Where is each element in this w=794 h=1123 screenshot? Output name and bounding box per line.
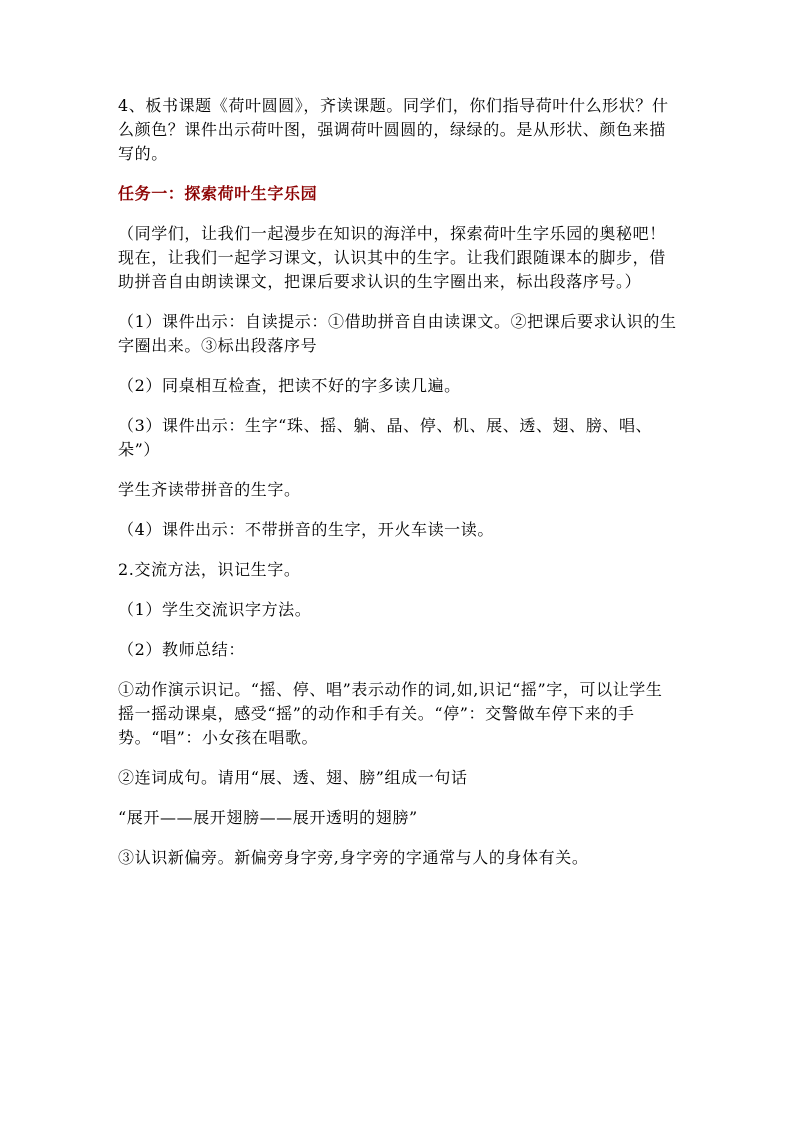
document-body [118, 94, 678, 886]
paragraph-1: 4、板书课题《荷叶圆圆》，齐读课题。同学们，你们指导荷叶什么形状？什么颜色？课件出示荷叶图，强调荷叶圆圆的，绿绿的。是从形状、颜色来描写的。 [118, 96, 669, 163]
paragraph-step-1: （1）课件出示：自读提示：①借助拼音自由读课文。②把课后要求认识的生字圈出来。③标出段落序号 [118, 312, 677, 355]
paragraph-action-demo: ①动作演示识记。“摇、停、唱”表示动作的词,如,识记“摇”字，可以让学生摇一摇动课桌，感受“摇”的动作和手有关。“停”：交警做车停下来的手势。“唱”：小女孩在唱歌。 [118, 680, 663, 747]
paragraph-read-aloud: 学生齐读带拼音的生字。 [118, 480, 301, 499]
paragraph-method-2: （2）教师总结： [118, 640, 245, 659]
section-heading: 任务一：探索荷叶生字乐园 [118, 184, 318, 203]
paragraph-intro: （同学们，让我们一起漫步在知识的海洋中，探索荷叶生字乐园的奥秘吧！现在，让我们一起学习课文，认识其中的生字。让我们跟随课本的脚步，借助拼音自由朗读课文，把课后要求认识的生字圈出来，标出段落序号。） [118, 224, 666, 291]
paragraph-step-4: （4）课件出示：不带拼音的生字，开火车读一读。 [118, 520, 494, 539]
paragraph-step-2: （2）同桌相互检查，把读不好的字多读几遍。 [118, 376, 461, 395]
paragraph-radical: ③认识新偏旁。新偏旁身字旁,身字旁的字通常与人的身体有关。 [118, 848, 589, 867]
paragraph-phrase-chain: “展开——展开翅膀——展开透明的翅膀” [118, 808, 418, 827]
paragraph-method-1: （1）学生交流识字方法。 [118, 600, 312, 619]
paragraph-word-sentence: ②连词成句。请用“展、透、翅、膀”组成一句话 [118, 768, 468, 787]
paragraph-methods: 2.交流方法，识记生字。 [118, 560, 301, 579]
paragraph-step-3: （3）课件出示：生字“珠、摇、躺、晶、停、机、展、透、翅、膀、唱、朵”） [118, 416, 653, 459]
